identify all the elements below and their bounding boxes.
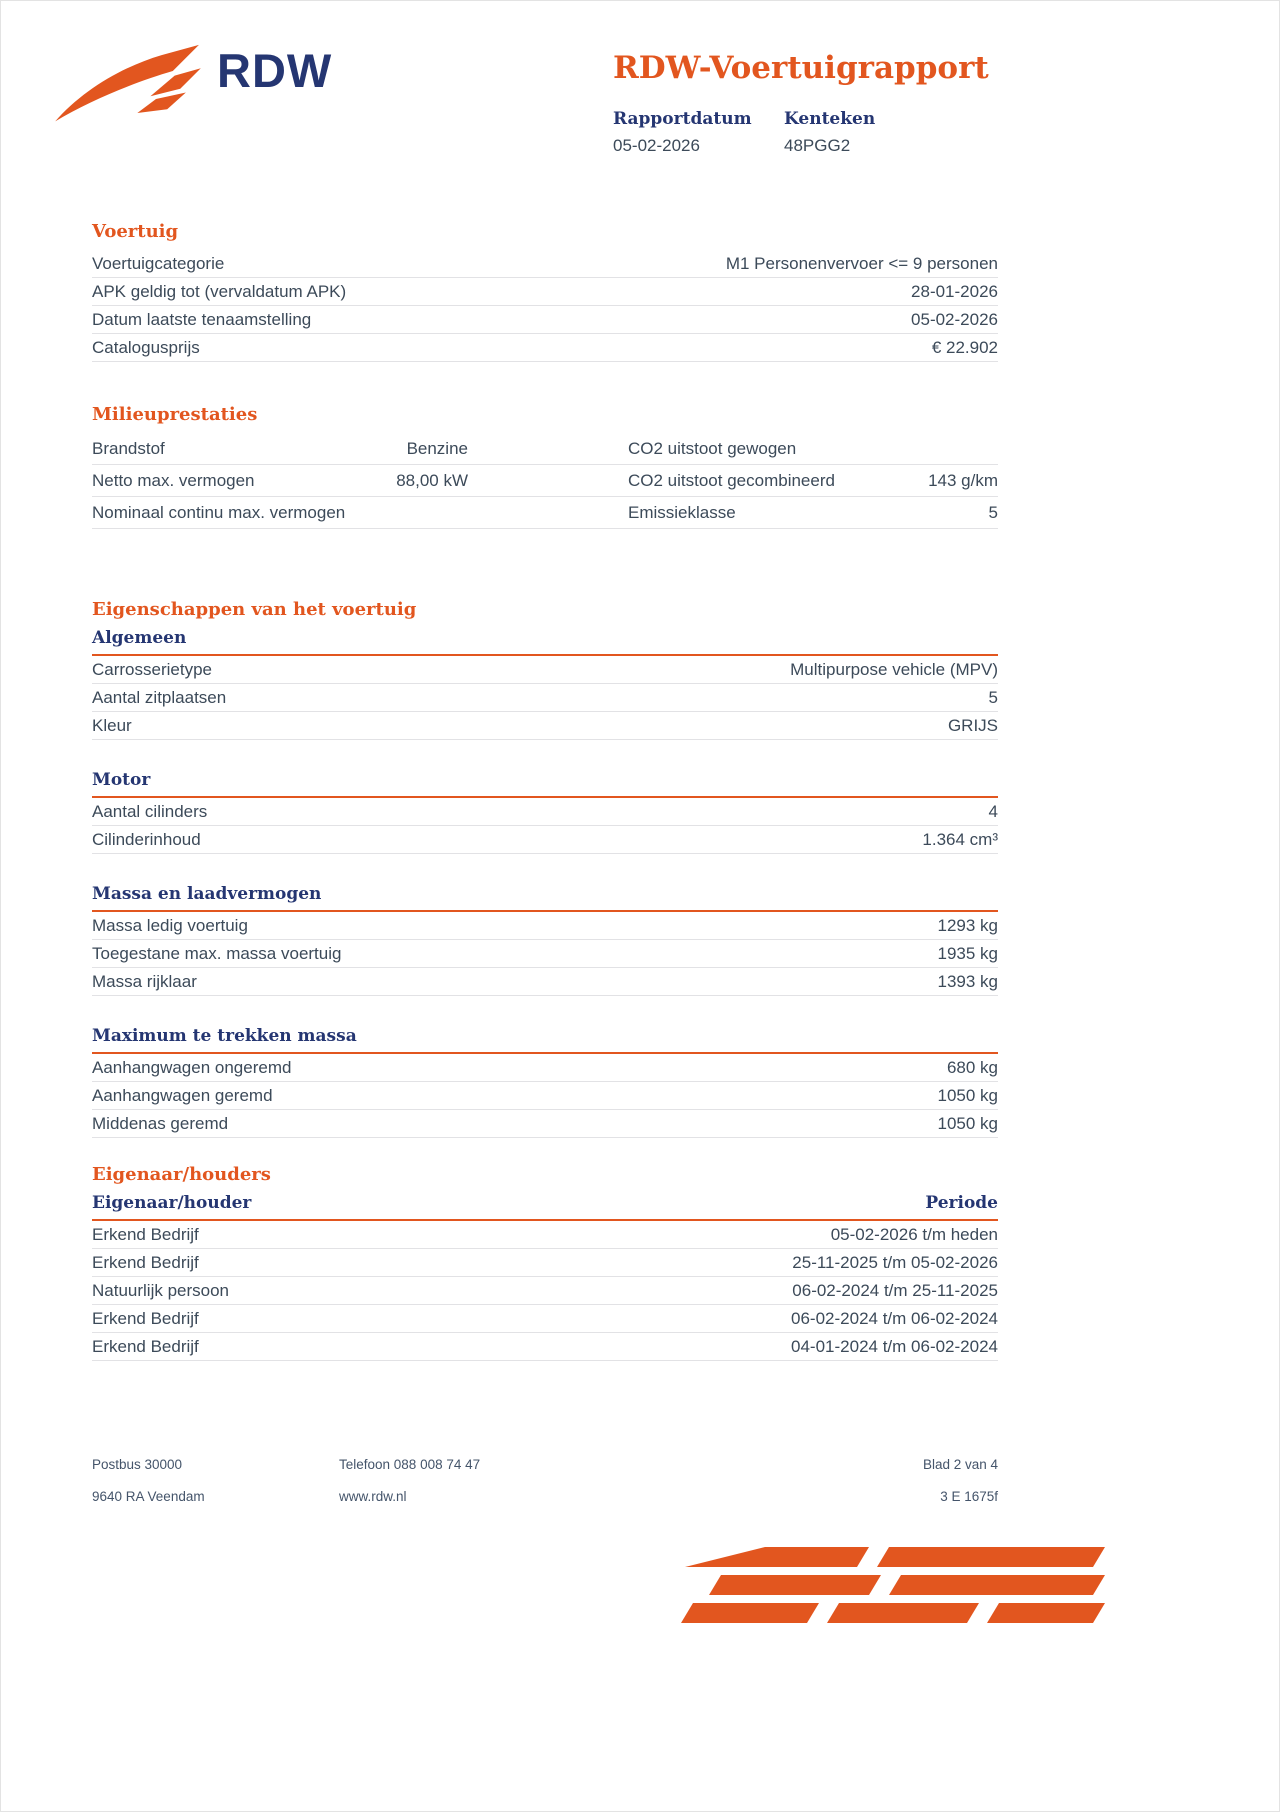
owner-column-header: Eigenaar/houder	[92, 1193, 252, 1213]
row-label: Datum laatste tenaamstelling	[92, 310, 312, 329]
table-row	[92, 433, 998, 465]
row-label: Toegestane max. massa voertuig	[92, 944, 342, 963]
row-label: Kleur	[92, 716, 132, 735]
table-row	[92, 1221, 998, 1249]
subsection-title: Massa en laadvermogen	[92, 884, 998, 912]
row-label: Massa ledig voertuig	[92, 916, 248, 935]
section-eigenschappen	[92, 599, 998, 1138]
report-header	[613, 51, 1193, 156]
table-row	[92, 912, 998, 940]
rdw-logo	[53, 43, 332, 127]
row-value: 1293 kg	[937, 916, 998, 935]
report-date-value: 05-02-2026	[613, 136, 700, 156]
table-row	[92, 826, 998, 854]
row-label: CO2 uitstoot gecombineerd	[628, 471, 835, 490]
owner-period: 04-01-2024 t/m 06-02-2024	[791, 1337, 998, 1356]
subsection-title: Motor	[92, 770, 998, 798]
footer-line-1	[92, 1457, 998, 1472]
row-value: 1.364 cm³	[922, 830, 998, 849]
footer-line-2	[92, 1489, 998, 1504]
footer-address-line2: 9640 RA Veendam	[92, 1489, 205, 1504]
row-value: 1050 kg	[937, 1114, 998, 1133]
row-value: 05-02-2026	[911, 310, 998, 329]
kenteken-block	[784, 109, 875, 156]
table-row	[92, 684, 998, 712]
owner-name: Erkend Bedrijf	[92, 1225, 199, 1244]
owner-period: 25-11-2025 t/m 05-02-2026	[792, 1253, 998, 1272]
row-value: 4	[988, 802, 998, 821]
row-value: Benzine	[406, 439, 468, 458]
footer-doc-code: 3 E 1675f	[940, 1489, 998, 1504]
row-value: 28-01-2026	[911, 282, 998, 301]
row-label: Brandstof	[92, 439, 165, 458]
row-label: Catalogusprijs	[92, 338, 200, 357]
row-label: Nominaal continu max. vermogen	[92, 503, 346, 522]
table-row	[92, 497, 998, 529]
owner-name: Natuurlijk persoon	[92, 1281, 230, 1300]
section-title-eigenschappen: Eigenschappen van het voertuig	[92, 599, 417, 620]
table-row	[92, 798, 998, 826]
owner-name: Erkend Bedrijf	[92, 1309, 199, 1328]
row-value: 1935 kg	[937, 944, 998, 963]
table-row	[92, 1249, 998, 1277]
table-row	[92, 968, 998, 996]
rdw-logo-text: RDW	[217, 44, 333, 97]
section-eigenaar-houders	[92, 1164, 998, 1361]
row-value: Multipurpose vehicle (MPV)	[790, 660, 998, 679]
row-label: Netto max. vermogen	[92, 471, 255, 490]
row-value: 143 g/km	[928, 471, 998, 490]
report-date-label: Rapportdatum	[613, 109, 752, 130]
period-column-header: Periode	[925, 1193, 998, 1213]
row-label: Voertuigcategorie	[92, 254, 225, 273]
table-row	[92, 1110, 998, 1138]
table-row	[92, 250, 998, 278]
rdw-stripes-graphic-icon	[669, 1547, 1105, 1641]
owner-period: 05-02-2026 t/m heden	[830, 1225, 998, 1244]
row-label: Massa rijklaar	[92, 972, 197, 991]
subsection-title: Algemeen	[92, 628, 998, 656]
row-value: € 22.902	[931, 338, 998, 357]
section-title-milieuprestaties: Milieuprestaties	[92, 404, 258, 425]
rdw-wing-icon	[53, 43, 203, 127]
report-meta	[613, 109, 1193, 156]
page-title: RDW-Voertuigrapport	[613, 50, 989, 86]
subsection-title: Maximum te trekken massa	[92, 1026, 998, 1054]
row-label: Aantal zitplaatsen	[92, 688, 227, 707]
table-row	[92, 1333, 998, 1361]
table-row	[92, 334, 998, 362]
row-value: GRIJS	[947, 716, 998, 735]
row-value: M1 Personenvervoer <= 9 personen	[725, 254, 998, 273]
section-title-eigenaar: Eigenaar/houders	[92, 1164, 271, 1185]
table-row	[92, 278, 998, 306]
row-label: Cilinderinhoud	[92, 830, 201, 849]
section-voertuig	[92, 221, 998, 362]
footer-phone: Telefoon 088 008 74 47	[339, 1457, 481, 1472]
table-row	[92, 465, 998, 497]
table-row	[92, 306, 998, 334]
table-row	[92, 1082, 998, 1110]
subsection-maximum-trekken-massa	[92, 1026, 998, 1138]
row-value: 88,00 kW	[396, 471, 468, 490]
table-row	[92, 1277, 998, 1305]
voertuig-table	[92, 250, 998, 362]
row-label: Carrosserietype	[92, 660, 212, 679]
row-label: Emissieklasse	[628, 503, 736, 522]
owner-name: Erkend Bedrijf	[92, 1337, 199, 1356]
subsection-massa-laadvermogen	[92, 884, 998, 996]
table-row	[92, 712, 998, 740]
page-footer	[92, 1457, 998, 1504]
row-label: Aanhangwagen ongeremd	[92, 1058, 292, 1077]
row-value: 5	[988, 503, 998, 522]
owner-name: Erkend Bedrijf	[92, 1253, 199, 1272]
owner-table-header	[92, 1193, 998, 1221]
row-value: 5	[988, 688, 998, 707]
subsection-algemeen	[92, 628, 998, 740]
row-label: APK geldig tot (vervaldatum APK)	[92, 282, 347, 301]
table-row	[92, 1305, 998, 1333]
row-value: 680 kg	[946, 1058, 998, 1077]
row-label: CO2 uitstoot gewogen	[628, 439, 797, 458]
row-value: 1393 kg	[937, 972, 998, 991]
kenteken-value: 48PGG2	[784, 136, 851, 156]
subsection-motor	[92, 770, 998, 854]
section-milieuprestaties	[92, 404, 998, 529]
report-date-block	[613, 109, 784, 156]
row-label: Aantal cilinders	[92, 802, 208, 821]
table-row	[92, 656, 998, 684]
milieu-table	[92, 433, 998, 529]
footer-page-number: Blad 2 van 4	[922, 1457, 998, 1472]
table-row	[92, 1054, 998, 1082]
row-label: Aanhangwagen geremd	[92, 1086, 273, 1105]
table-row	[92, 940, 998, 968]
owner-period: 06-02-2024 t/m 25-11-2025	[792, 1281, 998, 1300]
row-label: Middenas geremd	[92, 1114, 229, 1133]
footer-website: www.rdw.nl	[339, 1489, 407, 1504]
row-value: 1050 kg	[937, 1086, 998, 1105]
section-title-voertuig: Voertuig	[92, 221, 179, 242]
footer-address-line1: Postbus 30000	[92, 1457, 183, 1472]
kenteken-label: Kenteken	[784, 109, 876, 130]
owner-period: 06-02-2024 t/m 06-02-2024	[791, 1309, 998, 1328]
